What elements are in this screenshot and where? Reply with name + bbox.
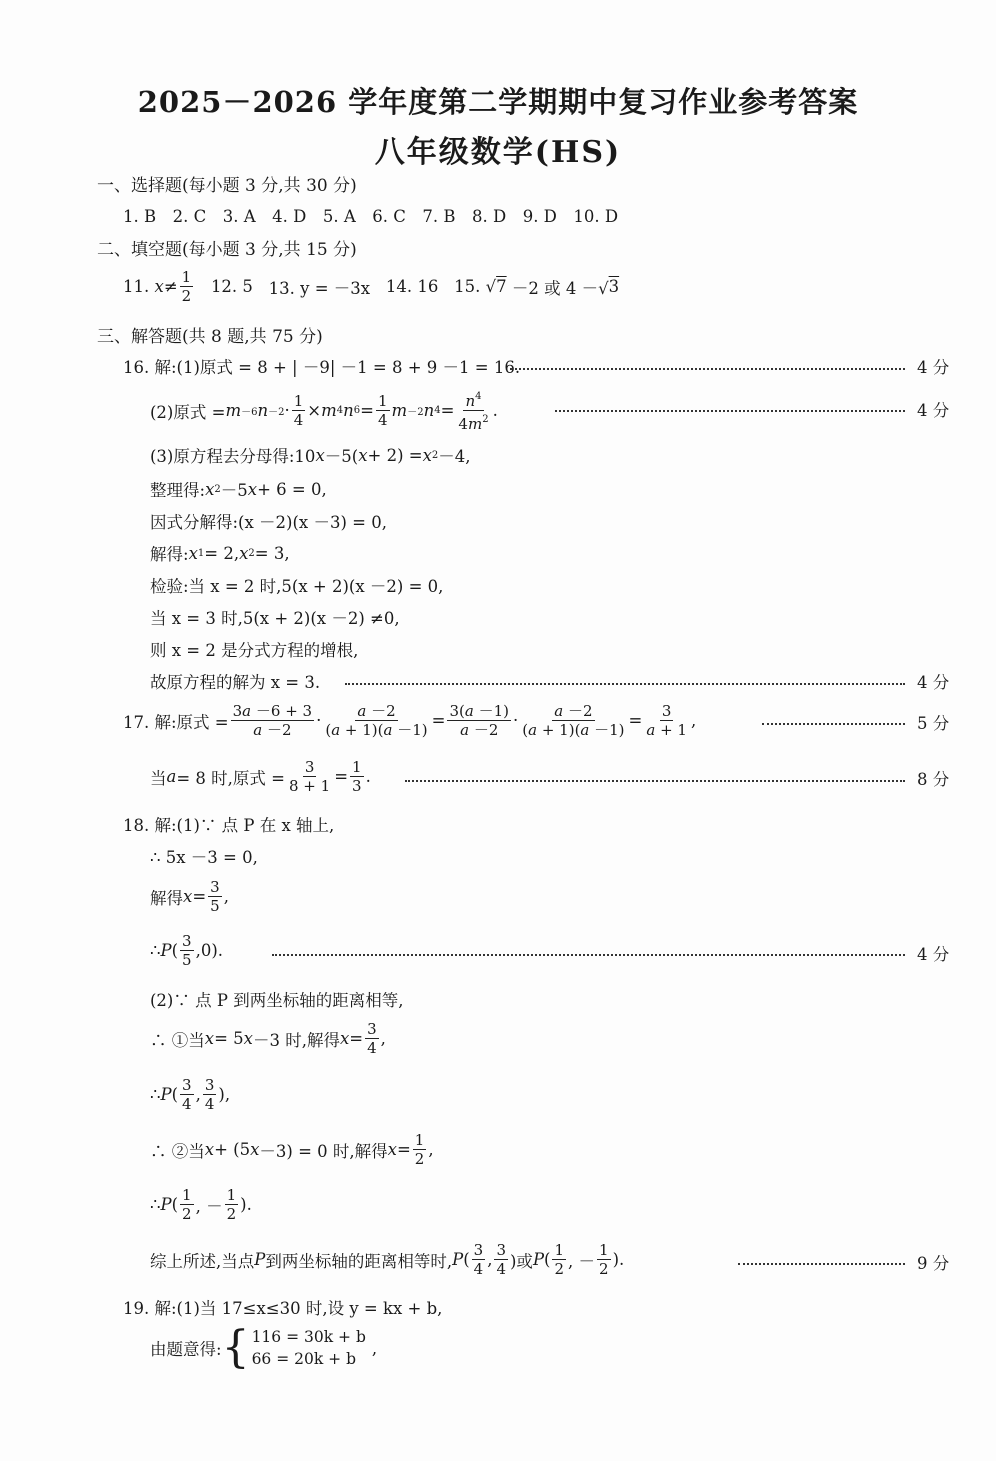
q18-line6: ∴ ①当 x = 5 x －3 时,解得 x = $\frac{3}{4}$ ,: [150, 1020, 386, 1057]
q16-part3-line3: 因式分解得:(x －2)(x －3) = 0,: [150, 513, 387, 532]
label: 由题意得:: [150, 1340, 222, 1359]
answer-12: 12. 5: [210, 277, 253, 296]
section-heading-fill: 二、填空题(每小题 3 分,共 15 分): [97, 240, 357, 260]
score-q16-2: 4 分: [917, 401, 950, 420]
q17-line2: 当 a = 8 时,原式 = $\frac{3}{8 + 1}$ = $\frac{1}{3}$ .: [150, 758, 371, 795]
answer-13: 13. y = －3x: [268, 278, 371, 298]
section-heading-solve: 三、解答题(共 8 题,共 75 分): [97, 327, 323, 347]
answer-11-label: 11.: [123, 277, 150, 296]
equation-system: [252, 1326, 366, 1370]
dot-leader: [405, 780, 905, 782]
q16-part3-line4: 解得: x 1 = 2, x 2 = 3,: [150, 543, 290, 564]
fill-answers: 11. x ≠ $\frac{1}{2}$ 12. 5 13. y = －3x 14. 16 15. √ 7 －2 或 4 －√ 3: [123, 268, 620, 305]
page-title: 2025－2026 学年度第二学期期中复习作业参考答案: [137, 85, 859, 119]
answer-14: 14. 16: [385, 277, 439, 296]
q18-line7: ∴ P ( $\frac{3}{4}$ , $\frac{3}{4}$ ),: [150, 1076, 231, 1113]
score-q17-2: 8 分: [917, 770, 950, 789]
equation-2: 66 = 20k + b: [251, 1350, 357, 1368]
score-q18-1: 4 分: [917, 945, 950, 964]
brace-icon: {: [221, 1322, 250, 1373]
dot-leader: [762, 723, 905, 725]
q16-part3-line8: 故原方程的解为 x = 3.: [150, 673, 321, 692]
q18-line4: ∴ P ( $\frac{3}{5}$ ,0).: [150, 932, 224, 969]
q18-line1: 18. 解:(1)∵ 点 P 在 x 轴上,: [123, 816, 335, 835]
q19-line1: 19. 解:(1)当 17≤x≤30 时,设 y = kx + b,: [123, 1299, 443, 1318]
q18-line3: 解得 x = $\frac{3}{5}$ ,: [150, 878, 229, 915]
q18-line9: ∴ P ( $\frac{1}{2}$ , － $\frac{1}{2}$ ).: [150, 1186, 252, 1223]
equation-1: 116 = 30k + b: [251, 1328, 366, 1346]
q16-part3-line2: 整理得: x 2 －5 x + 6 = 0,: [150, 477, 327, 501]
score-q17-1: 5 分: [917, 714, 950, 733]
q16-part3-line5: 检验:当 x = 2 时,5(x + 2)(x －2) = 0,: [150, 577, 444, 596]
q18-line10: 综上所述,当点 P 到两坐标轴的距离相等时, P ( $\frac{3}{4}$ , $\frac{3}{4}$ )或 P ( $\frac{1}{2}$ , － $\frac{1}{2}$ ).: [150, 1241, 625, 1278]
q19-line2: 由题意得: { 116 = 30k + b 66 = 20k + b ,: [150, 1322, 378, 1373]
dot-leader: [272, 954, 905, 956]
q16-part3-line7: 则 x = 2 是分式方程的增根,: [150, 641, 359, 660]
dot-leader: [510, 368, 905, 370]
section-heading-choice: 一、选择题(每小题 3 分,共 30 分): [97, 176, 357, 196]
q16-part3-line1: (3)原方程去分母得:10 x －5( x + 2) = x 2 －4,: [150, 445, 471, 466]
score-q18-2: 9 分: [917, 1254, 950, 1273]
q16-part2: (2)原式 = m －6 n －2 · $\frac{1}{4}$ × m 4 n 6 = $\frac{1}{4}$ m －2 n 4 = $\frac{n^4}{4m^2}$ .: [150, 388, 498, 433]
q18-line8: ∴ ②当 x + (5 x －3) = 0 时,解得 x = $\frac{1}{2}$ ,: [150, 1131, 434, 1168]
score-q16-3: 4 分: [917, 673, 950, 692]
dot-leader: [345, 683, 905, 685]
dot-leader: [738, 1263, 905, 1265]
q17-line1: 17. 解:原式 = $\frac{3a -6 + 3}{a -2}$ · $\frac{a -2}{(a + 1)(a -1)}$ = $\frac{3(a -1)}{a -2}$ · $\frac{a -2}{(a + 1)(a -1)}$ = $\frac{3}{a + 1}$ ,: [123, 702, 697, 739]
q16-part1: 16. 解:(1)原式 = 8 + | －9| －1 = 8 + 9 －1 = 16.: [123, 358, 521, 377]
choice-answers: 1. B 2. C 3. A 4. D 5. A 6. C 7. B 8. D 9. D 10. D: [123, 207, 619, 226]
dot-leader: [555, 410, 905, 412]
q18-line5: (2)∵ 点 P 到两坐标轴的距离相等,: [150, 991, 404, 1010]
page-subtitle: 八年级数学(HS): [374, 135, 622, 170]
answer-15-label: 15.: [454, 277, 481, 296]
score-q16-1: 4 分: [917, 358, 950, 377]
label: 整理得:: [150, 481, 206, 500]
q16-part3-line6: 当 x = 3 时,5(x + 2)(x －2) ≠0,: [150, 609, 400, 628]
q18-line2: ∴ 5x －3 = 0,: [150, 848, 258, 867]
